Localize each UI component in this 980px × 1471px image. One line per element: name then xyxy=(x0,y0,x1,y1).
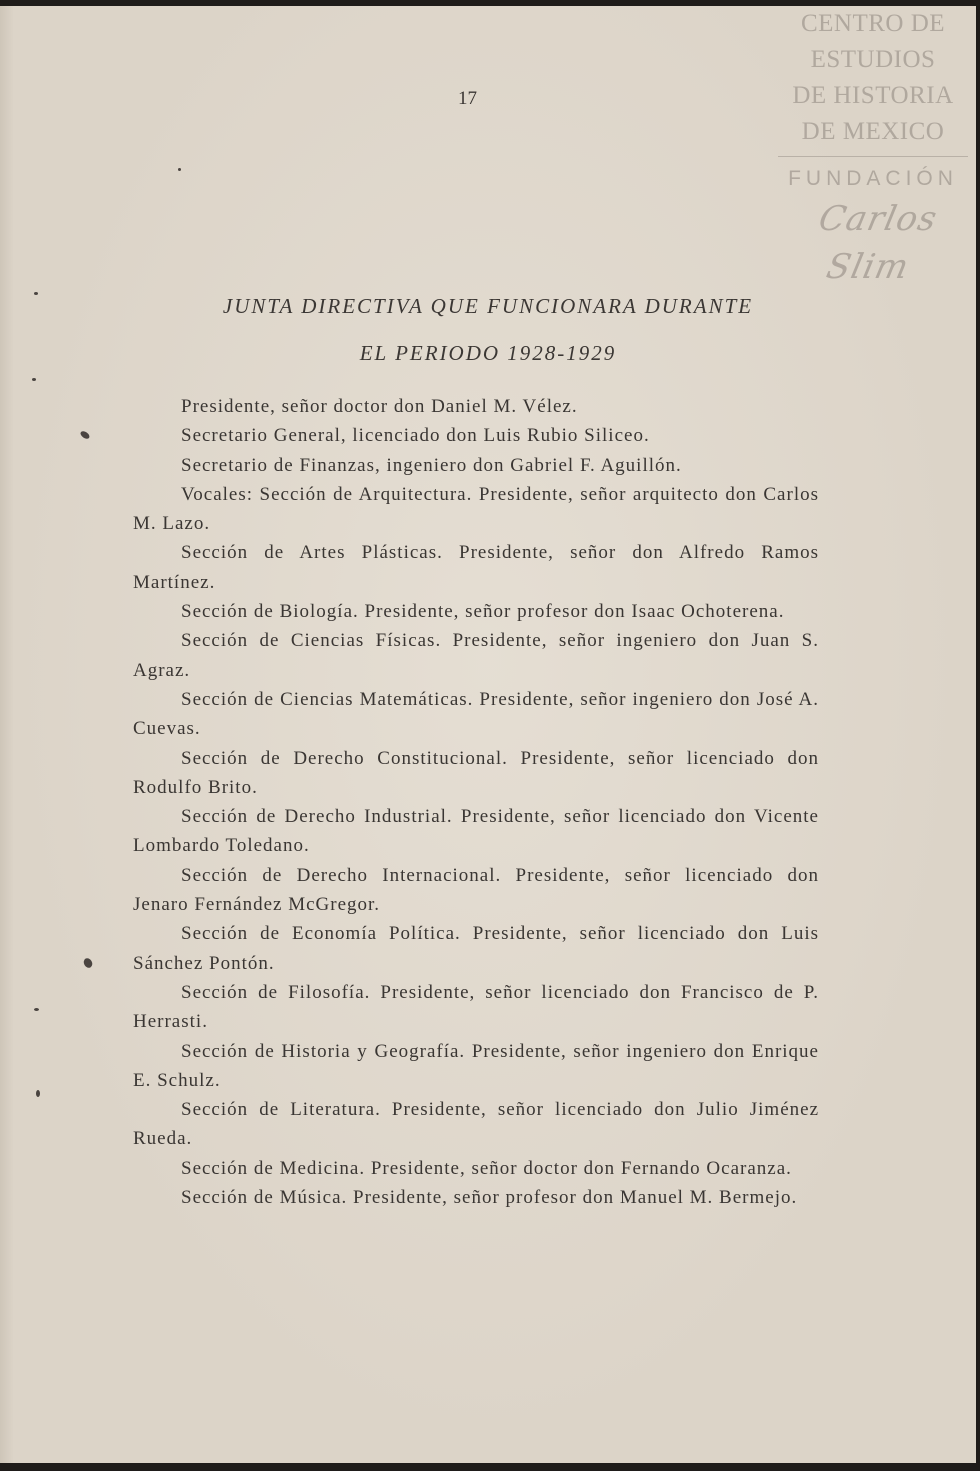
paragraph-president: Presidente, señor doctor don Daniel M. Vélez. xyxy=(181,396,578,417)
paragraph-plastic-arts: Sección de Artes Plásticas. Presidente, señor don Alfredo Ramos Martínez. xyxy=(133,542,819,593)
paragraph-philosophy: Sección de Filosofía. Presidente, señor licenciado don Francisco de P. Herrasti. xyxy=(133,981,819,1033)
watermark-line-1: CENTRO DE xyxy=(800,10,946,37)
paragraph-political-economy: Sección de Economía Política. Presidente, señor licenciado don Luis Sánchez Pontón. xyxy=(133,923,819,974)
paragraph-architecture: Vocales: Sección de Arquitectura. Presidente, señor arquitecto don Carlos M. Lazo. xyxy=(133,483,819,535)
heading-line-1: JUNTA DIRECTIVA QUE FUNCIONARA DURANTE xyxy=(222,294,754,318)
watermark-line-2: ESTUDIOS xyxy=(810,46,936,73)
watermark-divider xyxy=(778,156,968,157)
paper-speck xyxy=(79,430,91,441)
paragraph-music: Sección de Música. Presidente, señor profesor don Manuel M. Bermejo. xyxy=(181,1187,798,1209)
paper-speck xyxy=(34,292,38,295)
paragraph-general-secretary: Secretario General, licenciado don Luis Rubio Siliceo. xyxy=(181,425,650,447)
watermark-signature: Carlos Slim xyxy=(815,199,942,287)
scan-border-top xyxy=(0,0,980,6)
paragraph-history-geography: Sección de Historia y Geografía. Presidente, señor ingeniero don Enrique E. Schulz. xyxy=(133,1040,819,1091)
paragraph-biology: Sección de Biología. Presidente, señor profesor don Isaac Ochoterena. xyxy=(181,601,785,623)
paragraph-literature: Sección de Literatura. Presidente, señor licenciado don Julio Jiménez Rueda. xyxy=(133,1099,819,1150)
paragraph-international-law: Sección de Derecho Internacional. Presidente, señor licenciado don Jenaro Fernández McGregor. xyxy=(133,864,819,916)
paper-speck xyxy=(178,168,181,171)
board-member-list xyxy=(133,392,819,1212)
scan-border-bottom xyxy=(0,1463,980,1471)
paper-speck xyxy=(82,957,94,970)
paragraph-medicine: Sección de Medicina. Presidente, señor doctor don Fernando Ocaranza. xyxy=(181,1157,792,1179)
paragraph-mathematical-sciences: Sección de Ciencias Matemáticas. Presidente, señor ingeniero don José A. Cuevas. xyxy=(133,688,819,740)
paper-speck xyxy=(32,378,36,381)
page-number: 17 xyxy=(458,88,477,109)
paragraph-physical-sciences: Sección de Ciencias Físicas. Presidente, señor ingeniero don Juan S. Agraz. xyxy=(133,630,819,681)
paper-speck xyxy=(36,1090,40,1097)
paragraph-constitutional-law: Sección de Derecho Constitucional. Presidente, señor licenciado don Rodulfo Brito. xyxy=(133,747,819,798)
section-heading xyxy=(130,283,846,377)
watermark-foundation: FUNDACIÓN xyxy=(788,167,958,190)
paragraph-finance-secretary: Secretario de Finanzas, ingeniero don Gabriel F. Aguillón. xyxy=(181,454,682,476)
paper-speck xyxy=(34,1008,39,1011)
watermark-line-3: DE HISTORIA xyxy=(792,82,954,109)
scan-border-right xyxy=(976,0,980,1471)
paragraph-industrial-law: Sección de Derecho Industrial. Presidente, señor licenciado don Vicente Lombardo Toledano. xyxy=(133,806,819,857)
heading-line-2: EL PERIODO 1928-1929 xyxy=(359,341,617,365)
archive-watermark xyxy=(778,6,968,291)
watermark-line-4: DE MEXICO xyxy=(801,118,945,145)
